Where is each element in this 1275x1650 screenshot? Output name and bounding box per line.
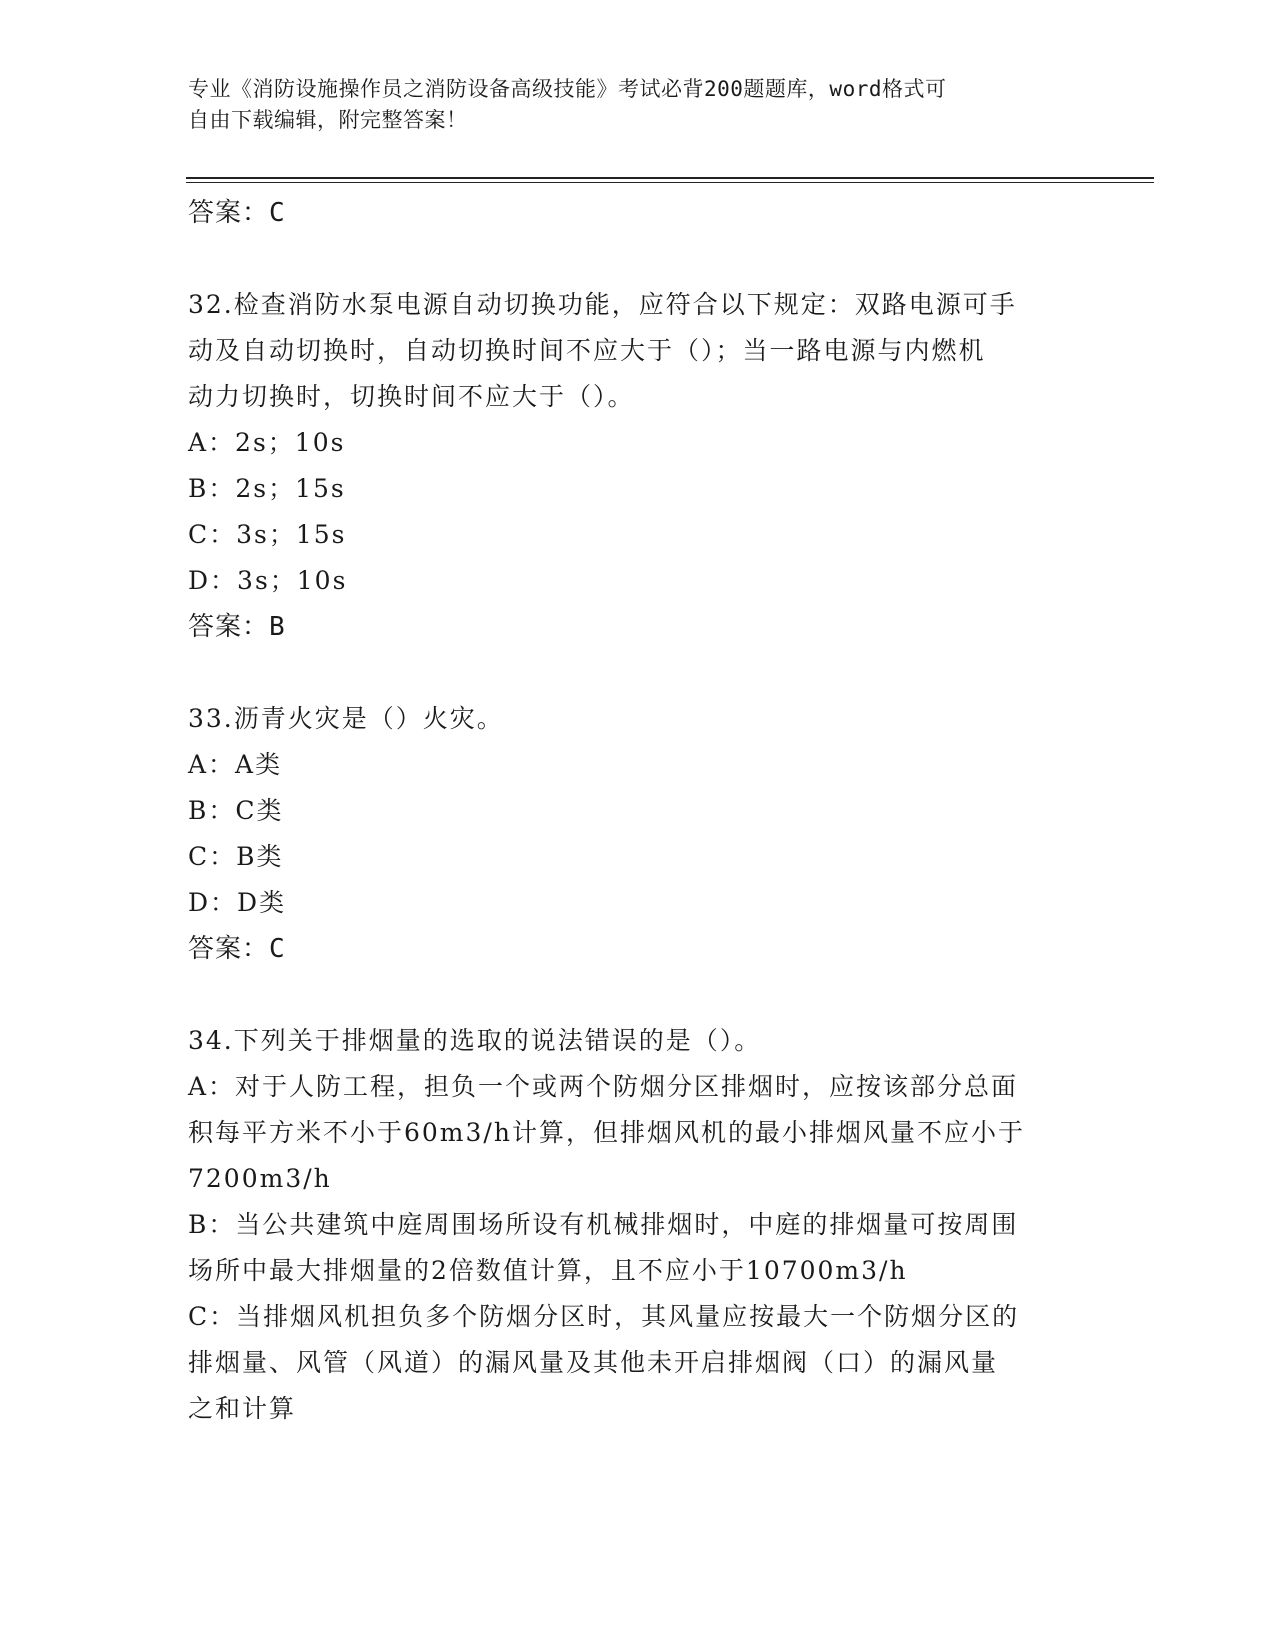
question-stem-line: 动及自动切换时，自动切换时间不应大于（）；当一路电源与内燃机 — [188, 336, 986, 365]
option-a: A：A类 — [188, 750, 283, 779]
option-b-line: 场所中最大排烟量的2倍数值计算，且不应小于10700m3/h — [188, 1256, 908, 1285]
option-c: C：3s；15s — [188, 520, 347, 549]
question-stem-line: 动力切换时，切换时间不应大于（）。 — [188, 382, 635, 411]
question-stem-line: 33.沥青火灾是（）火灾。 — [188, 704, 504, 733]
option-c-line: C：当排烟风机担负多个防烟分区时，其风量应按最大一个防烟分区的 — [188, 1302, 1020, 1331]
previous-answer: 答案：C — [188, 198, 286, 228]
option-b: B：2s；15s — [188, 474, 346, 503]
header-line-1: 专业《消防设施操作员之消防设备高级技能》考试必背200题题库，word格式可 — [188, 77, 947, 101]
header-line-2: 自由下载编辑，附完整答案！ — [188, 108, 468, 132]
option-d: D：D类 — [188, 888, 287, 917]
question-32 — [188, 282, 1088, 650]
answer-label: 答案：C — [188, 934, 286, 964]
header-rule-thin — [186, 182, 1154, 183]
option-c: C：B类 — [188, 842, 284, 871]
question-34 — [188, 1018, 1088, 1432]
spacer — [188, 972, 1088, 1018]
page-content — [188, 190, 1088, 1432]
page-header — [188, 74, 1068, 136]
option-b: B：C类 — [188, 796, 284, 825]
option-a: A：2s；10s — [188, 428, 346, 457]
question-stem-line: 32.检查消防水泵电源自动切换功能，应符合以下规定：双路电源可手 — [188, 290, 1017, 319]
question-stem-line: 34.下列关于排烟量的选取的说法错误的是（）。 — [188, 1026, 762, 1055]
spacer — [188, 650, 1088, 696]
option-a-line: 7200m3/h — [188, 1164, 332, 1193]
question-33 — [188, 696, 1088, 972]
option-c-line: 排烟量、风管（风道）的漏风量及其他未开启排烟阀（口）的漏风量 — [188, 1348, 999, 1377]
option-d: D：3s；10s — [188, 566, 348, 595]
option-b-line: B：当公共建筑中庭周围场所设有机械排烟时，中庭的排烟量可按周围 — [188, 1210, 1019, 1239]
answer-label: 答案：B — [188, 612, 286, 642]
option-c-line: 之和计算 — [188, 1394, 297, 1423]
header-rule-thick — [186, 177, 1154, 179]
spacer — [188, 236, 1088, 282]
option-a-line: 积每平方米不小于60m3/h计算，但排烟风机的最小排烟风量不应小于 — [188, 1118, 1025, 1147]
option-a-line: A：对于人防工程，担负一个或两个防烟分区排烟时，应按该部分总面 — [188, 1072, 1019, 1101]
